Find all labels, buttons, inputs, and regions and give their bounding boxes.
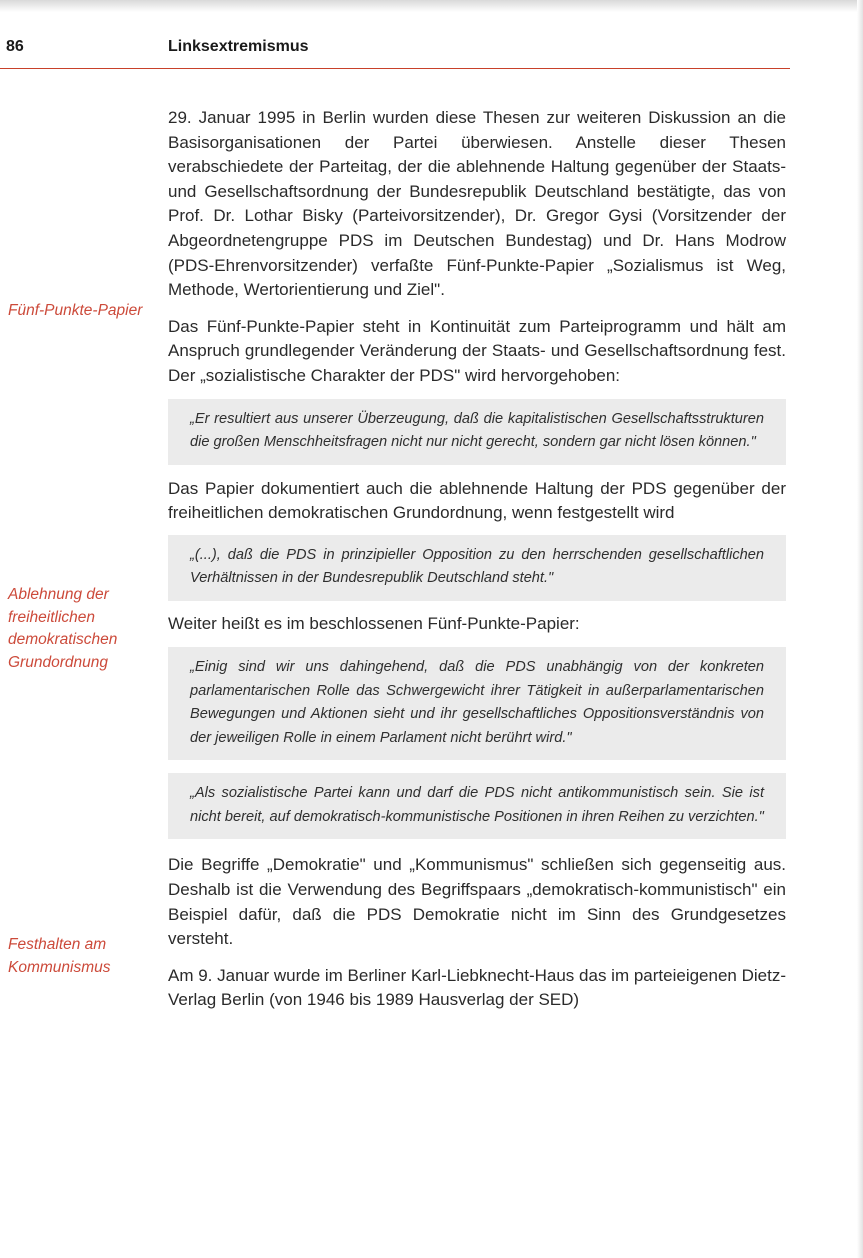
page-number: 86 <box>6 38 24 55</box>
margin-note-festhalten-kommunismus: Festhalten am Kommunismus <box>8 936 111 976</box>
paragraph-gap <box>168 303 786 315</box>
page-header <box>0 36 790 69</box>
margin-note-ablehnung-fdgo: Ablehnung der freiheitlichen demokratischen Grundordnung <box>8 586 118 671</box>
block-quote: „Er resultiert aus unserer Überzeugung, daß die kapitalistischen Gesellschaftsstrukturen die großen Menschheitsfragen nicht nur nicht gerecht, sondern gar nicht lösen können." <box>168 399 786 465</box>
paragraph-gap <box>168 465 786 477</box>
block-quote: „Einig sind wir uns dahingehend, daß die PDS unabhängig von der konkreten parlamentarischen Rolle das Schwergewicht ihrer Tätigkeit in außerparlamentarischen Bewegungen und Aktionen sieht und ihr gesellschaftliches Oppositionsverständnis von der jeweiligen Rolle in einem Parlament nicht berührt wird." <box>168 647 786 760</box>
body-paragraph: Weiter heißt es im beschlossenen Fünf-Punkte-Papier: <box>168 613 580 633</box>
margin-note-fuenf-punkte-papier: Fünf-Punkte-Papier <box>8 302 143 319</box>
paragraph-gap <box>168 389 786 399</box>
running-title: Linksextremismus <box>168 38 309 55</box>
body-paragraph: Das Fünf-Punkte-Papier steht in Kontinuität zum Parteiprogramm und hält am Anspruch grundlegender Veränderung der Staats- und Gesellschaftsordnung fest. Der „sozialistische Charakter der PDS" wird hervorgehoben: <box>168 316 786 385</box>
paragraph-gap <box>168 760 786 773</box>
block-quote: „(...), daß die PDS in prinzipieller Opposition zu den herrschenden gesellschaftlichen Verhältnissen in der Bundesrepublik Deutschland steht." <box>168 535 786 601</box>
block-quote: „Als sozialistische Partei kann und darf die PDS nicht antikommunistisch sein. Sie ist nicht bereit, auf demokratisch-kommunistische Positionen in ihren Reihen zu verzichten." <box>168 773 786 839</box>
body-paragraph: Das Papier dokumentiert auch die ablehnende Haltung der PDS gegenüber der freiheitlichen demokratischen Grundordnung, wenn festgestellt wird <box>168 478 786 523</box>
paragraph-gap <box>168 601 786 612</box>
paragraph-gap <box>168 952 786 964</box>
page-shadow-right <box>857 0 863 1258</box>
page-shadow-top <box>0 0 863 12</box>
paragraph-gap <box>168 636 786 647</box>
body-paragraph: 29. Januar 1995 in Berlin wurden diese Thesen zur weiteren Diskussion an die Basisorganisationen der Partei überwiesen. Anstelle dieser Thesen verabschiedete der Parteitag, der die ablehnende Haltung gegenüber der Staats- und Gesellschaftsordnung der Bundesrepublik Deutschland bestätigte, das von Prof. Dr. Lothar Bisky (Parteivorsitzender), Dr. Gregor Gysi (Vorsitzender der Abgeordnetengruppe PDS im Deutschen Bundestag) und Dr. Hans Modrow (PDS-Ehrenvorsitzender) verfaßte Fünf-Punkte-Papier „Sozialismus ist Weg, Methode, Wertorientierung und Ziel". <box>168 108 786 300</box>
paragraph-gap <box>168 839 786 853</box>
main-text-column <box>168 106 786 1013</box>
body-paragraph: Am 9. Januar wurde im Berliner Karl-Liebknecht-Haus das im parteieigenen Dietz-Verlag Berlin (von 1946 bis 1989 Hausverlag der SED) <box>168 965 786 1010</box>
paragraph-gap <box>168 526 786 535</box>
body-paragraph: Die Begriffe „Demokratie" und „Kommunismus" schließen sich gegenseitig aus. Deshalb ist die Verwendung des Begriffspaars „demokratisch-kommunistisch" ein Beispiel dafür, daß die PDS Demokratie nicht im Sinn des Grundgesetzes versteht. <box>168 855 786 949</box>
